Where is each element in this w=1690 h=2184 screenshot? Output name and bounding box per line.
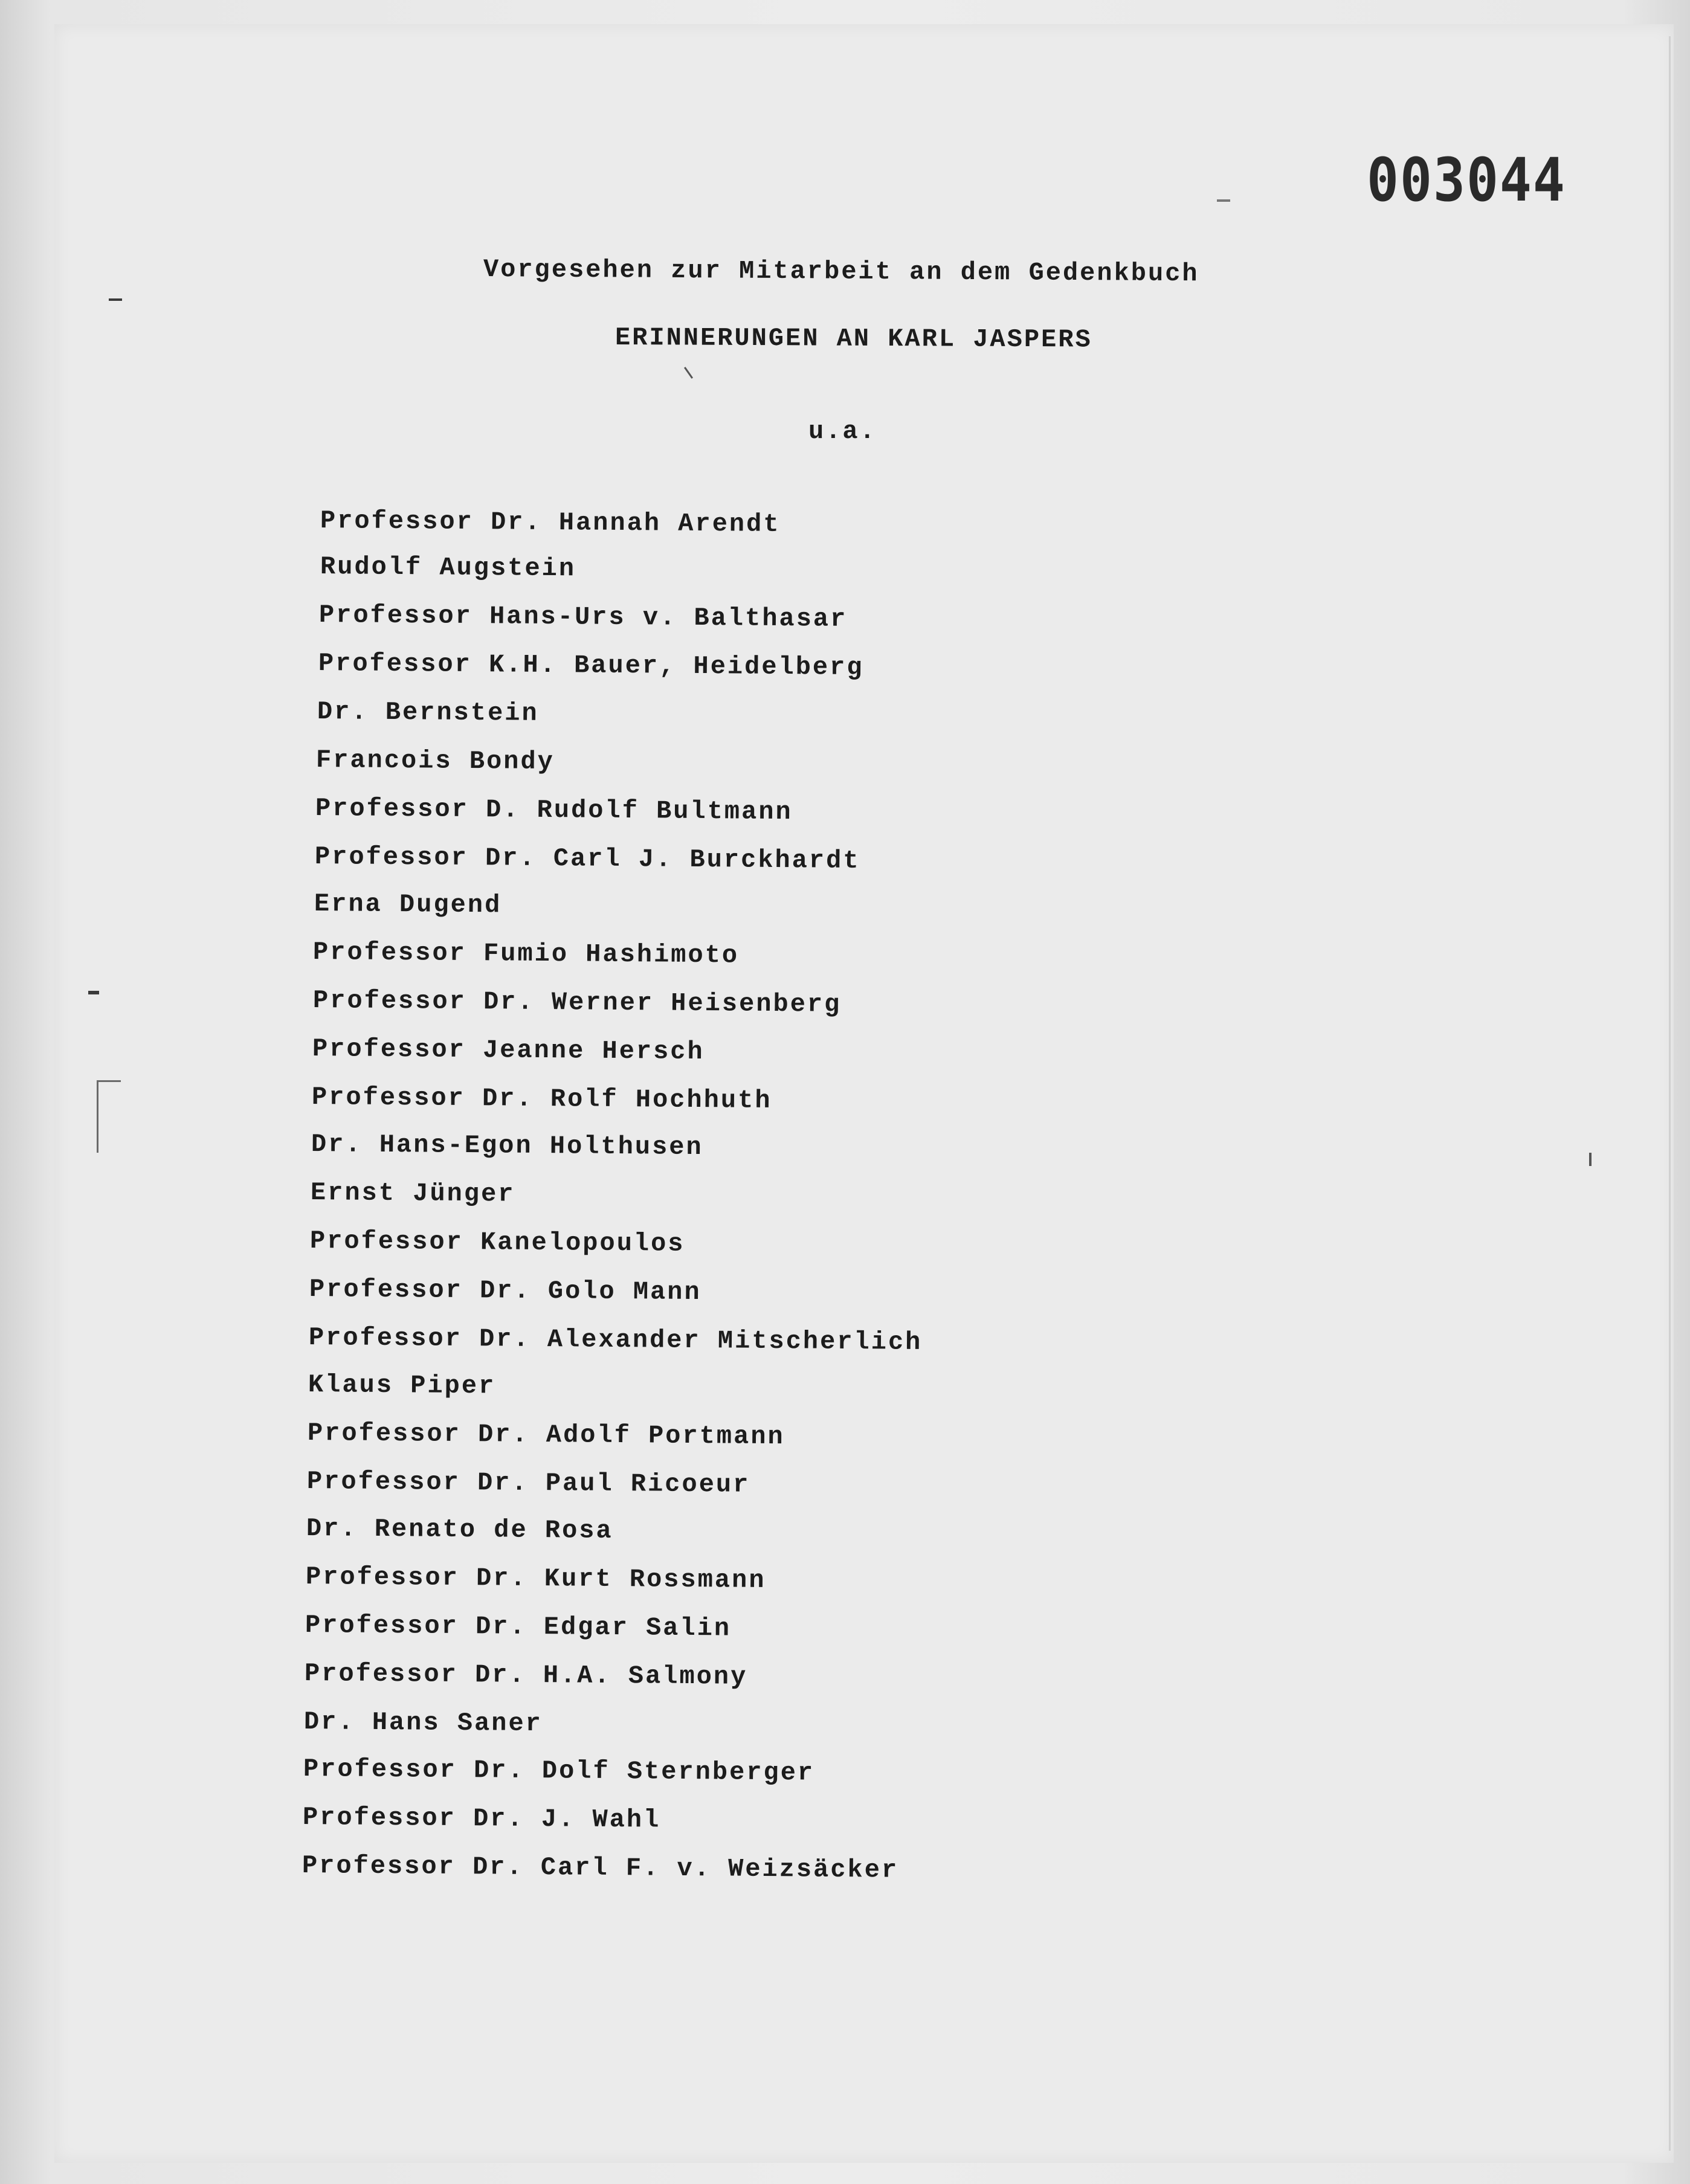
page-edge-line [1669,36,1671,2151]
document-title: Vorgesehen zur Mitarbeit an dem Gedenkbuch [483,255,1199,289]
abbreviation-ua: u.a. [808,417,877,446]
list-item: Dr. Hans-Egon Holthusen [311,1130,703,1162]
list-item: Professor Dr. Carl J. Burckhardt [314,842,860,876]
margin-mark [109,298,122,301]
margin-bracket [97,1080,121,1082]
list-item: Professor Dr. Adolf Portmann [307,1419,785,1452]
list-item: Ernst Jünger [310,1178,515,1209]
list-item: Professor Dr. Golo Mann [309,1275,701,1307]
margin-dot [1217,199,1230,202]
list-item: Erna Dugend [314,889,502,920]
list-item: Professor Kanelopoulos [309,1226,685,1258]
list-item: Dr. Renato de Rosa [306,1514,613,1545]
list-item: Dr. Bernstein [317,697,539,728]
list-item: Professor Dr. Carl F. v. Weizsäcker [302,1851,899,1885]
document-number: 003044 [1367,145,1566,215]
list-item: Professor Dr. J. Wahl [302,1803,661,1835]
list-item: Professor Dr. Dolf Sternberger [303,1754,815,1788]
list-item: Dr. Hans Saner [303,1707,543,1739]
list-item: Francois Bondy [315,746,555,777]
margin-dot [1589,1153,1592,1166]
list-item: Professor D. Rudolf Bultmann [315,794,793,827]
list-item: Professor Dr. Alexander Mitscherlich [308,1323,923,1357]
list-item: Professor Hans-Urs v. Balthasar [318,601,848,634]
document-subtitle: ERINNERUNGEN AN KARL JASPERS [614,323,1092,355]
list-item: Klaus Piper [308,1370,496,1401]
list-item: Professor Dr. Edgar Salin [305,1611,732,1643]
list-item: Professor Dr. Kurt Rossmann [305,1562,766,1595]
list-item: Professor K.H. Bauer, Heidelberg [318,649,864,683]
margin-mark [88,991,99,994]
list-item: Professor Dr. Paul Ricoeur [306,1467,750,1499]
list-item: Rudolf Augstein [320,552,576,584]
list-item: Professor Dr. Rolf Hochhuth [311,1083,772,1115]
list-item: Professor Dr. Werner Heisenberg [312,986,842,1019]
list-item: Professor Dr. Hannah Arendt [320,506,781,539]
margin-bracket [97,1080,98,1153]
list-item: Professor Dr. H.A. Salmony [304,1659,748,1692]
list-item: Professor Jeanne Hersch [312,1034,705,1067]
list-item: Professor Fumio Hashimoto [312,938,740,970]
